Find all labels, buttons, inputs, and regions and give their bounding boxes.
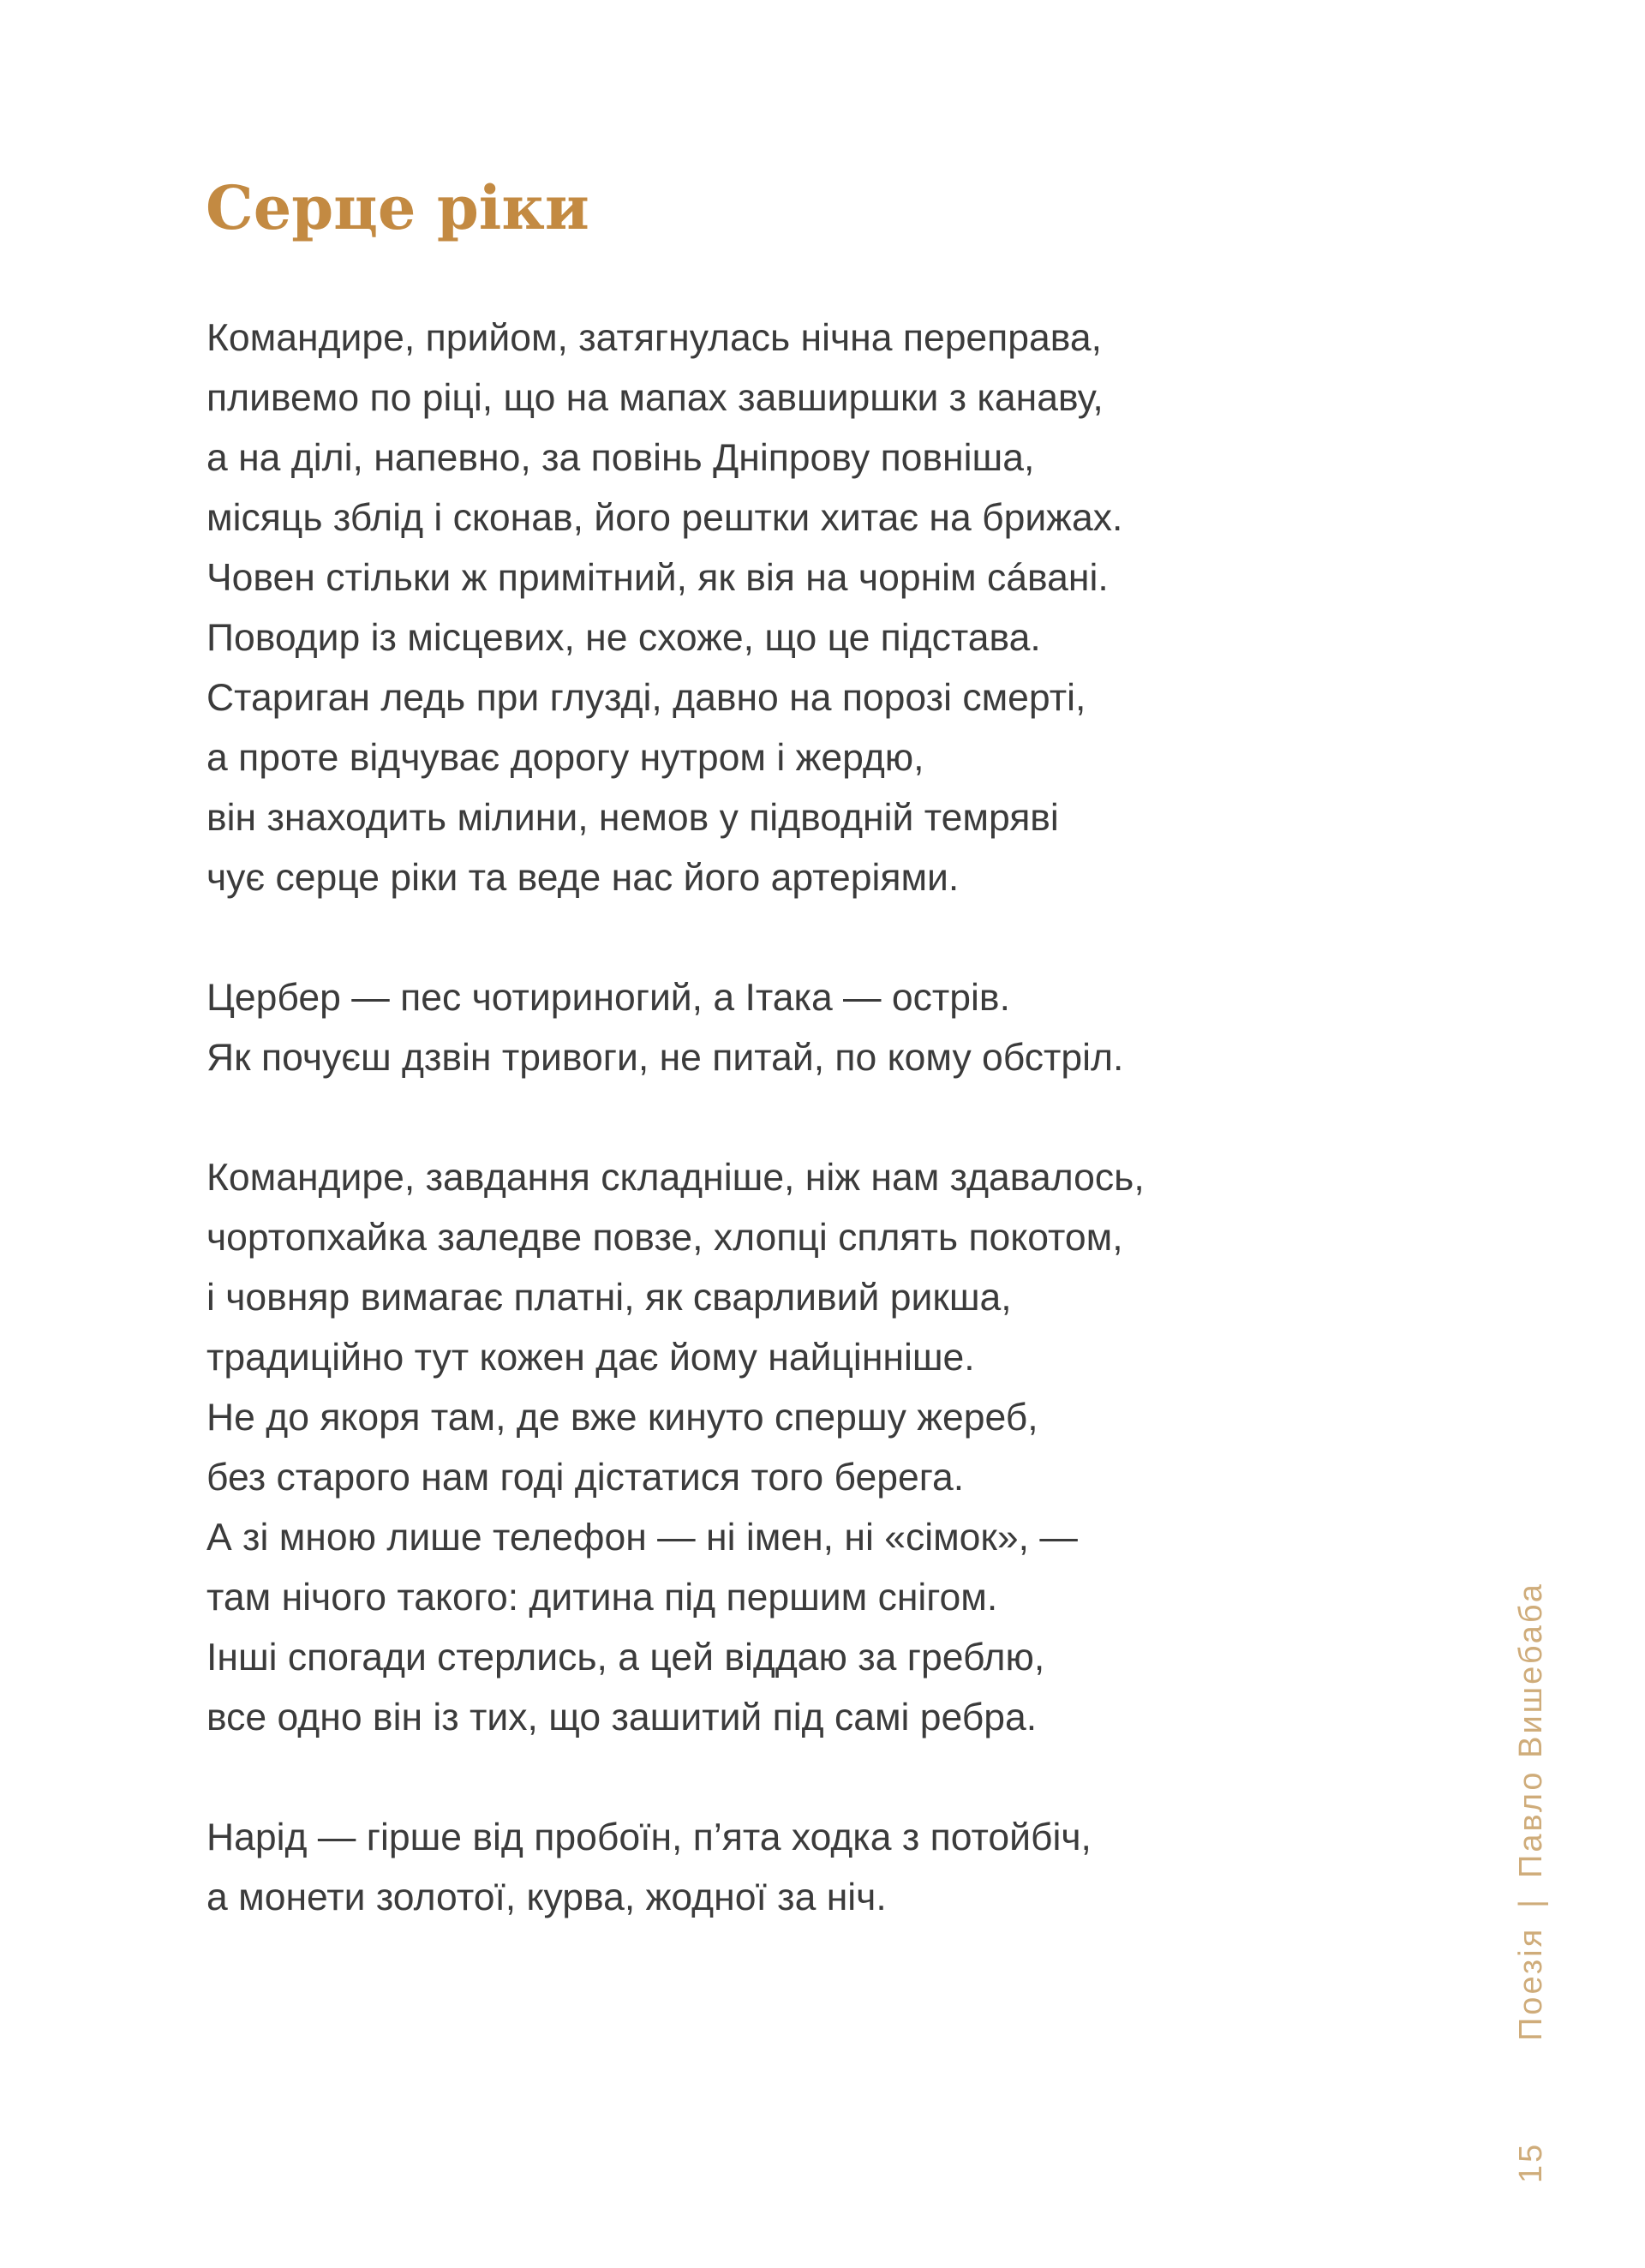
poem-line: там нічого такого: дитина під першим снігом. <box>206 1577 998 1619</box>
poem-line: Не до якоря там, де вже кинуто спершу жереб, <box>206 1397 1038 1439</box>
poem-line: пливемо по ріці, що на мапах завширшки з канаву, <box>206 377 1104 419</box>
poem-line: а на ділі, напевно, за повінь Дніпрову повніша, <box>206 437 1035 479</box>
stanza <box>206 1808 1440 1928</box>
poem-line: він знаходить мілини, немов у підводній темряві <box>206 797 1059 839</box>
poem-line: а монети золотої, курва, жодної за ніч. <box>206 1876 887 1918</box>
poem-line: Човен стільки ж примітний, як вія на чорнім сáвані. <box>206 557 1109 599</box>
poem-line: традиційно тут кожен дає йому найцінніше. <box>206 1337 975 1379</box>
poem-line: Поводир із місцевих, не схоже, що це підстава. <box>206 617 1041 659</box>
poem-line: чує серце ріки та веде нас його артеріями. <box>206 857 960 899</box>
page-title: Серце ріки <box>206 172 589 243</box>
poem-line: Як почуєш дзвін тривоги, не питай, по кому обстріл. <box>206 1037 1124 1079</box>
stanza <box>206 1148 1440 1748</box>
stanza <box>206 968 1440 1088</box>
poem-line: місяць зблід і сконав, його рештки хитає на брижах. <box>206 497 1123 539</box>
poem-line: без старого нам годі дістатися того берега. <box>206 1457 965 1499</box>
stanza <box>206 308 1440 908</box>
running-header-section: Поезія <box>1513 1926 1549 2041</box>
page-number-text: 15 <box>1513 2141 1549 2183</box>
poem-line: чортопхайка заледве повзе, хлопці сплять покотом, <box>206 1217 1123 1259</box>
poem-body <box>206 308 1440 1988</box>
poem-line: все одно він із тих, що зашитий під самі ребра. <box>206 1697 1038 1738</box>
poem-line: і човняр вимагає платні, як сварливий рикша, <box>206 1277 1012 1319</box>
poem-line: Командире, прийом, затягнулась нічна переправа, <box>206 317 1103 359</box>
poem-line: Стариган ледь при глузді, давно на порозі смерті, <box>206 677 1086 719</box>
poem-line: а проте відчуває дорогу нутром і жердю, <box>206 737 924 779</box>
poem-line: Командире, завдання складніше, ніж нам здавалось, <box>206 1157 1145 1199</box>
running-header-separator: | <box>1513 1896 1549 1908</box>
poem-line: Інші спогади стерлись, а цей віддаю за греблю, <box>206 1637 1045 1679</box>
poem-line: А зі мною лише телефон — ні імен, ні «сімок», — <box>206 1517 1078 1559</box>
poem-line: Нарід — гірше від пробоїн, п’ята ходка з потойбіч, <box>206 1816 1092 1858</box>
poem-line: Цербер — пес чотириногий, а Ітака — острів. <box>206 977 1010 1019</box>
running-header-author: Павло Вишебаба <box>1513 1582 1549 1878</box>
